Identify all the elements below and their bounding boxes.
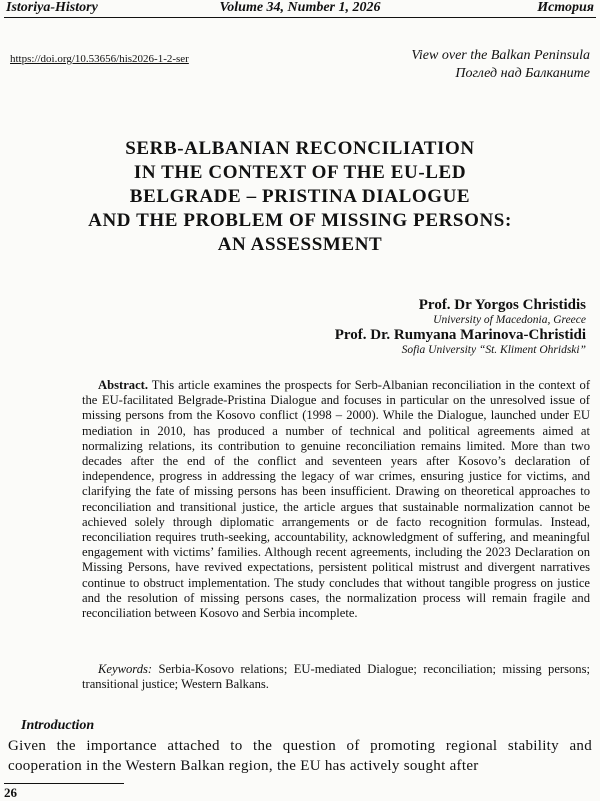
section-rubric: [411, 47, 590, 83]
rubric-bulgarian: Поглед над Балканите: [455, 66, 590, 81]
author-affiliation: University of Macedonia, Greece: [433, 314, 586, 326]
keywords: [82, 662, 590, 692]
abstract-text: This article examines the prospects for Serb-Albanian reconciliation in the context of the EU-facilitated Belgrade-Pristina Dialogue and focuses in particular on the unresolved issue of missing persons from the Kosovo conflict (1998 – 2000). While the Dialogue, launched under EU mediation in 2010, has produced a number of technical and political agreements aimed at normalizing relations, its contribution to genuine reconciliation remains limited. More than two decades after the end of the conflict and seventeen years after Kosovo’s declaration of independence, progress in addressing the legacy of war crimes, ensuring justice for victims, and clarifying the fate of missing persons has been insufficient. Drawing on theoretical approaches to reconciliation and transitional justice, the article argues that sustainable normalization cannot be achieved solely through diplomatic arrangements or de facto recognition formulas. Instead, reconciliation requires truth-seeking, accountability, acknowledgment of suffering, and meaningful engagement with victims’ families. Although recent agreements, including the 2023 Declaration on Missing Persons, have revived expectations, persistent political mistrust and divergent narratives continue to obstruct implementation. The study concludes that without tangible progress on justice and the resolution of missing persons cases, the normalization process will remain fragile and reconciliation between Kosovo and Serbia incomplete.: [82, 378, 591, 621]
journal-name: Istoriya-History: [6, 0, 98, 15]
page-number: 26: [4, 785, 17, 800]
title-line: SERB-ALBANIAN RECONCILIATION: [125, 138, 475, 159]
author-name: Prof. Dr. Rumyana Marinova-Christidi: [334, 327, 586, 343]
header-rule: [4, 17, 596, 18]
author-block: [335, 297, 586, 357]
title-line: AND THE PROBLEM OF MISSING PERSONS:: [88, 210, 512, 231]
abstract: [82, 378, 590, 621]
keywords-text: Serbia-Kosovo relations; EU-mediated Dialogue; reconciliation; missing persons; transitional justice; Western Balkans.: [82, 662, 590, 692]
article-title: [30, 137, 570, 257]
title-line: IN THE CONTEXT OF THE EU-LED: [133, 162, 467, 183]
keywords-label: Keywords:: [98, 662, 153, 676]
author-name: Prof. Dr Yorgos Christidis: [418, 297, 586, 313]
volume-info: Volume 34, Number 1, 2026: [219, 0, 381, 15]
footer-rule: [4, 783, 124, 784]
title-line: BELGRADE – PRISTINA DIALOGUE: [129, 186, 471, 207]
introduction-heading: Introduction: [21, 718, 95, 733]
title-line: AN ASSESSMENT: [217, 234, 383, 255]
abstract-label: Abstract.: [98, 378, 149, 392]
doi-link[interactable]: https://doi.org/10.53656/his2026-1-2-ser: [10, 53, 189, 65]
introduction-text: Given the importance attached to the question of promoting regional stability and cooperation in the Western Balkan region, the EU has actively sought after: [8, 738, 592, 774]
running-header: [6, 0, 594, 16]
rubric-english: View over the Balkan Peninsula: [411, 48, 590, 63]
journal-name-cyrillic: История: [537, 0, 594, 15]
author-affiliation: Sofia University “St. Kliment Ohridski”: [401, 344, 586, 356]
